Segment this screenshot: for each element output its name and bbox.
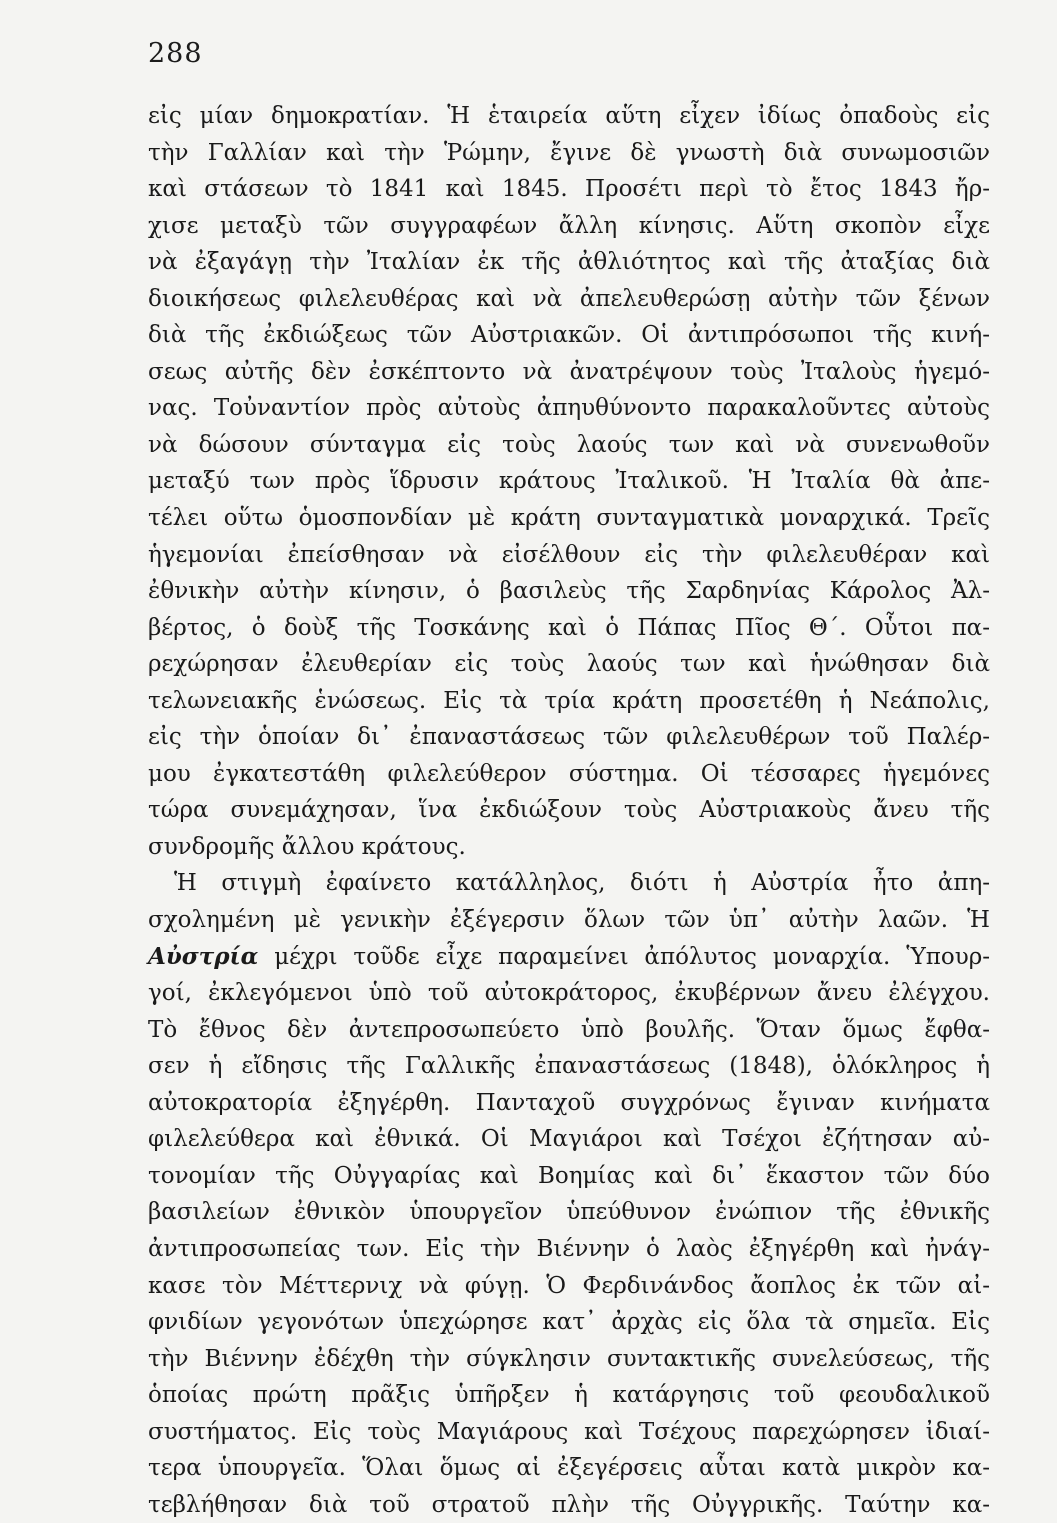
text-line: τονομίαν τῆς Οὐγγαρίας καὶ Βοημίας καὶ δι᾽ ἕκαστον τῶν δύο xyxy=(148,1162,990,1189)
body-text xyxy=(148,98,990,1523)
text-line: ὁποίας πρώτη πρᾶξις ὑπῆρξεν ἡ κατάργησις τοῦ φεουδαλικοῦ xyxy=(148,1382,990,1409)
text-line: βασιλείων ἐθνικὸν ὑπουργεῖον ὑπεύθυνον ἐνώπιον τῆς ἐθνικῆς xyxy=(148,1199,990,1226)
text-line: βέρτος, ὁ δοὺξ τῆς Τοσκάνης καὶ ὁ Πάπας Πῖος Θ΄. Οὗτοι πα- xyxy=(148,614,990,641)
text-line: σεως αὐτῆς δὲν ἐσκέπτοντο νὰ ἀνατρέψουν τοὺς Ἰταλοὺς ἡγεμό- xyxy=(148,358,990,385)
text-line: μου ἐγκατεστάθη φιλελεύθερον σύστημα. Οἱ τέσσαρες ἡγεμόνες xyxy=(148,760,990,787)
text-line: τέλει οὕτω ὁμοσπονδίαν μὲ κράτη συνταγματικὰ μοναρχικά. Τρεῖς xyxy=(148,505,990,532)
text-line: τὴν Βιέννην ἐδέχθη τὴν σύγκλησιν συντακτικῆς συνελεύσεως, τῆς xyxy=(148,1345,990,1372)
text-line: φιλελεύθερα καὶ ἐθνικά. Οἱ Μαγιάροι καὶ Τσέχοι ἐζήτησαν αὐ- xyxy=(148,1126,990,1153)
text-line: τερα ὑπουργεῖα. Ὅλαι ὅμως αἱ ἐξεγέρσεις αὗται κατὰ μικρὸν κα- xyxy=(148,1455,990,1482)
text-line: ἐθνικὴν αὐτὴν κίνησιν, ὁ βασιλεὺς τῆς Σαρδηνίας Κάρολος Ἀλ- xyxy=(148,578,990,605)
text-line: μεταξύ των πρὸς ἵδρυσιν κράτους Ἰταλικοῦ. Ἡ Ἰταλία θὰ ἀπε- xyxy=(148,468,990,495)
text-line-with-bold xyxy=(148,939,990,976)
text-line: γοί, ἐκλεγόμενοι ὑπὸ τοῦ αὐτοκράτορος, ἐκυβέρνων ἄνευ ἐλέγχου. xyxy=(148,980,990,1007)
text-line: τώρα συνεμάχησαν, ἵνα ἐκδιώξουν τοὺς Αὐστριακοὺς ἄνευ τῆς xyxy=(148,797,990,824)
text-line: Τὸ ἔθνος δὲν ἀντεπροσωπεύετο ὑπὸ βουλῆς. Ὅταν ὅμως ἔφθα- xyxy=(148,1016,990,1043)
text-line: αὐτοκρατορία ἐξηγέρθη. Πανταχοῦ συγχρόνως ἔγιναν κινήματα xyxy=(148,1089,990,1116)
text-line: τεβλήθησαν διὰ τοῦ στρατοῦ πλὴν τῆς Οὐγγρικῆς. Ταύτην κα- xyxy=(148,1491,990,1518)
text-line: φνιδίων γεγονότων ὑπεχώρησε κατ᾽ ἀρχὰς εἰς ὅλα τὰ σημεῖα. Εἰς xyxy=(148,1309,990,1336)
bold-word: Αὐστρία xyxy=(148,942,259,970)
text-line: ἀντιπροσωπείας των. Εἰς τὴν Βιέννην ὁ λαὸς ἐξηγέρθη καὶ ἠνάγ- xyxy=(148,1235,990,1262)
text-line: διοικήσεως φιλελευθέρας καὶ νὰ ἀπελευθερώσῃ αὐτὴν τῶν ξένων xyxy=(148,285,990,312)
text-line: ρεχώρησαν ἐλευθερίαν εἰς τοὺς λαούς των καὶ ἡνώθησαν διὰ xyxy=(148,651,990,678)
text-line: ἡγεμονίαι ἐπείσθησαν νὰ εἰσέλθουν εἰς τὴν φιλελευθέραν καὶ xyxy=(148,541,990,568)
text-line: συνδρομῆς ἄλλου κράτους. xyxy=(148,833,466,860)
text-line: διὰ τῆς ἐκδιώξεως τῶν Αὐστριακῶν. Οἱ ἀντιπρόσωποι τῆς κινή- xyxy=(148,322,990,349)
text-line: εἰς μίαν δημοκρατίαν. Ἡ ἑταιρεία αὕτη εἶχεν ἰδίως ὀπαδοὺς εἰς xyxy=(148,103,990,129)
paragraph-2 xyxy=(148,865,990,1523)
text-line: νας. Τοὐναντίον πρὸς αὐτοὺς ἀπηυθύνοντο παρακαλοῦντες αὐτοὺς xyxy=(148,395,990,422)
text-line: νὰ ἐξαγάγῃ τὴν Ἰταλίαν ἐκ τῆς ἀθλιότητος καὶ τῆς ἀταξίας διὰ xyxy=(148,249,990,276)
text-line: καὶ στάσεων τὸ 1841 καὶ 1845. Προσέτι περὶ τὸ ἔτος 1843 ἤρ- xyxy=(148,176,990,203)
text-line: σχολημένη μὲ γενικὴν ἐξέγερσιν ὅλων τῶν ὑπ᾽ αὐτὴν λαῶν. Ἡ xyxy=(148,907,990,934)
paragraph-1 xyxy=(148,98,990,865)
text-span: μέχρι τοῦδε εἶχε παραμείνει ἀπόλυτος μοναρχία. Ὑπουρ- xyxy=(258,943,990,970)
text-line: χισε μεταξὺ τῶν συγγραφέων ἄλλη κίνησις. Αὕτη σκοπὸν εἶχε xyxy=(148,212,990,239)
text-line: σεν ἡ εἴδησις τῆς Γαλλικῆς ἐπαναστάσεως (1848), ὁλόκληρος ἡ xyxy=(148,1053,990,1080)
text-line: Ἡ στιγμὴ ἐφαίνετο κατάλληλος, διότι ἡ Αὐστρία ἦτο ἀπη- xyxy=(174,870,990,897)
text-line: συστήματος. Εἰς τοὺς Μαγιάρους καὶ Τσέχους παρεχώρησεν ἰδιαί- xyxy=(148,1418,990,1445)
text-line: νὰ δώσουν σύνταγμα εἰς τοὺς λαούς των καὶ νὰ συνενωθοῦν xyxy=(148,431,990,458)
text-line: τελωνειακῆς ἑνώσεως. Εἰς τὰ τρία κράτη προσετέθη ἡ Νεάπολις, xyxy=(148,687,990,714)
text-line: κασε τὸν Μέττερνιχ νὰ φύγῃ. Ὁ Φερδινάνδος ἄοπλος ἐκ τῶν αἰ- xyxy=(148,1272,990,1299)
text-line: τὴν Γαλλίαν καὶ τὴν Ῥώμην, ἔγινε δὲ γνωστὴ διὰ συνωμοσιῶν xyxy=(148,139,990,166)
text-line: εἰς τὴν ὁποίαν δι᾽ ἐπαναστάσεως τῶν φιλελευθέρων τοῦ Παλέρ- xyxy=(148,724,990,751)
page-number: 288 xyxy=(148,38,203,69)
